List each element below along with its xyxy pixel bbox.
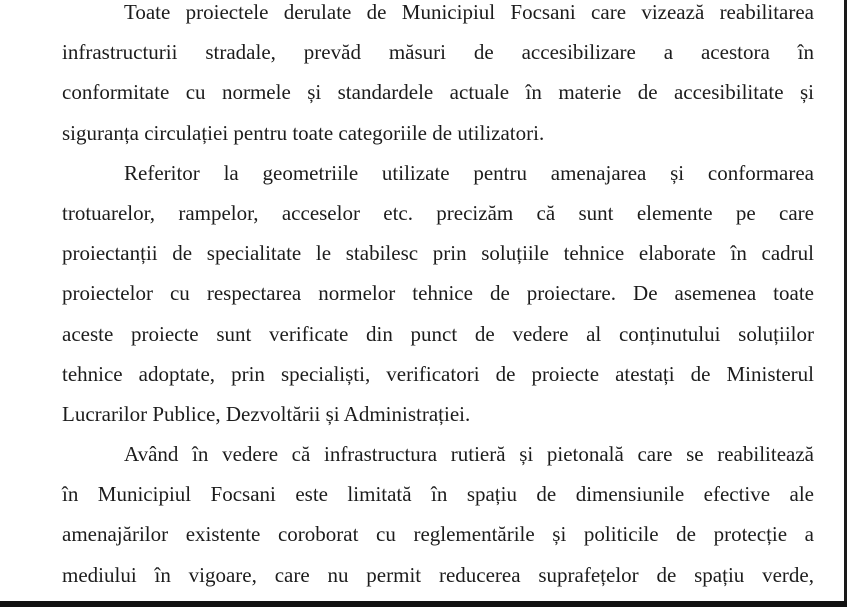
text-line: proiectanții de specialitate le stabilesc prin soluțiile tehnice elaborate în cadrul [62, 241, 814, 266]
text-line: Referitor la geometriile utilizate pentru amenajarea și conformarea [124, 160, 814, 185]
text-line: conformitate cu normele și standardele actuale în materie de accesibilitate și [62, 80, 814, 105]
paragraph-accessibility-projects [62, 0, 814, 153]
text-line: aceste proiecte sunt verificate din punct de vedere al conținutului soluțiilor [62, 321, 814, 346]
page-edge-bottom [0, 601, 847, 607]
paragraph-geometries [62, 153, 814, 434]
document-body [62, 0, 814, 595]
text-line: infrastructurii stradale, prevăd măsuri de accesibilizare a acestora în [62, 40, 814, 65]
text-line: tehnice adoptate, prin specialiști, verificatori de proiecte atestați de Ministerul [62, 361, 814, 386]
text-line: amenajărilor existente coroborat cu reglementările și politicile de protecție a [62, 522, 814, 547]
paragraph-infrastructure-limits [62, 434, 814, 595]
text-line: Lucrarilor Publice, Dezvoltării și Administrației. [62, 401, 471, 426]
text-line: mediului în vigoare, care nu permit reducerea suprafețelor de spațiu verde, [62, 562, 814, 587]
text-line: Având în vedere că infrastructura rutieră și pietonală care se reabilitează [124, 442, 814, 467]
text-line: siguranța circulației pentru toate categoriile de utilizatori. [62, 120, 545, 145]
text-line: trotuarelor, rampelor, acceselor etc. precizăm că sunt elemente pe care [62, 200, 814, 225]
text-line: în Municipiul Focsani este limitată în spațiu de dimensiunile efective ale [62, 482, 814, 507]
text-line: Toate proiectele derulate de Municipiul Focsani care vizează reabilitarea [124, 0, 814, 24]
text-line: proiectelor cu respectarea normelor tehnice de proiectare. De asemenea toate [62, 281, 814, 306]
